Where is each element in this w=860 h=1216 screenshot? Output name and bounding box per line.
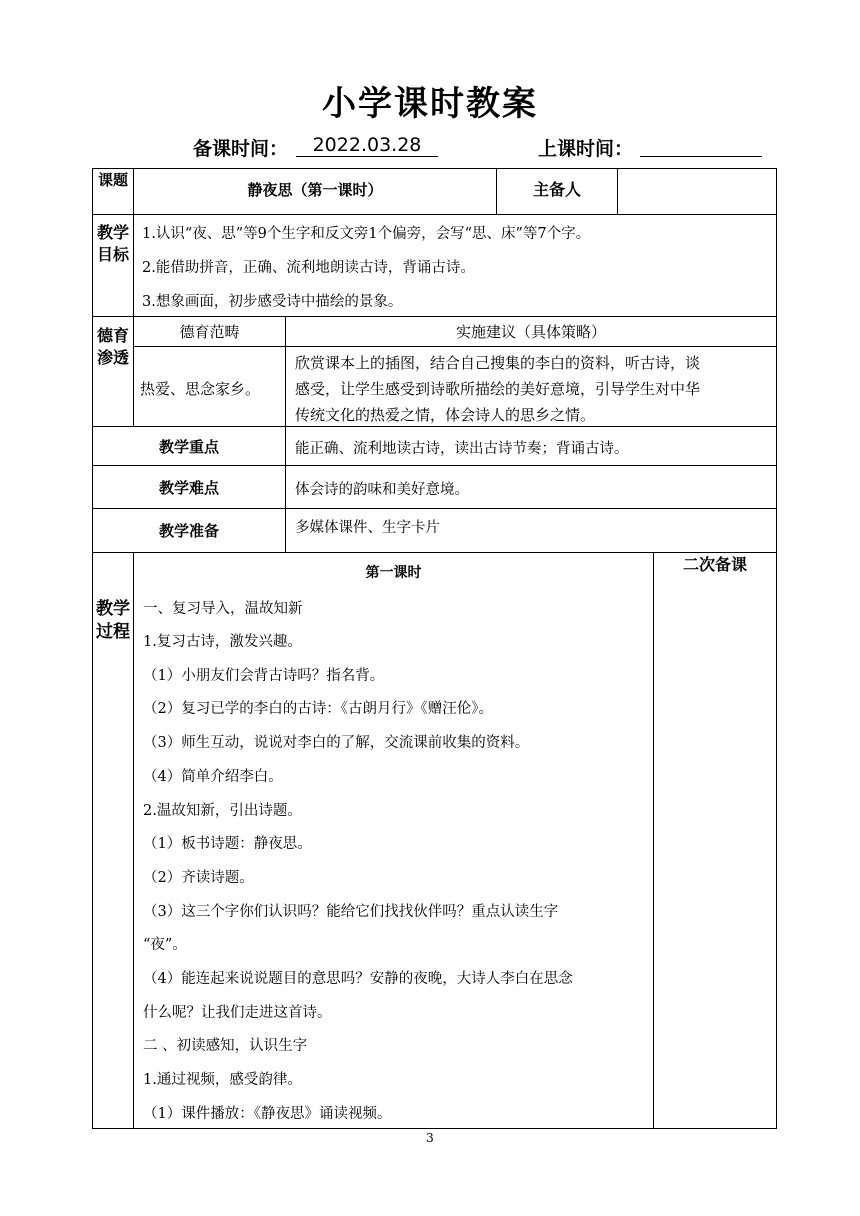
class-time-label: 上课时间： <box>538 138 634 160</box>
process-line: 1.通过视频，感受韵律。 <box>143 1072 302 1088</box>
difficulty-label: 教学难点 <box>158 479 219 497</box>
moral-suggestion-line: 感受，让学生感受到诗歌所描绘的美好意境，引导学生对中华 <box>295 380 701 398</box>
moral-suggestion-line: 欣赏课本上的插图，结合自己搜集的李白的资料，听古诗，谈 <box>295 354 701 372</box>
moral-category: 热爱、思念家乡。 <box>140 380 261 398</box>
process-label: 教学过程 <box>96 599 130 642</box>
moral-col2-header: 实施建议（具体策略） <box>455 323 606 341</box>
topic-value: 静夜思（第一课时） <box>247 181 383 199</box>
process-line: （4）能连起来说说题目的意思吗？安静的夜晚，大诗人李白在思念 <box>143 971 573 987</box>
document-title: 小学课时教案 <box>322 84 538 124</box>
process-line: 一、复习导入，温故知新 <box>143 601 303 617</box>
moral-suggestion-line: 传统文化的热爱之情，体会诗人的思乡之情。 <box>295 406 596 424</box>
process-line: （2）复习已学的李白的古诗：《古朗月行》《赠汪伦》。 <box>143 701 493 717</box>
process-line: （3）这三个字你们认识吗？能给它们找找伙伴吗？重点认读生字 <box>143 904 559 920</box>
difficulty-value: 体会诗的韵味和美好意境。 <box>295 482 469 498</box>
process-line: （1）小朋友们会背古诗吗？指名背。 <box>143 668 385 684</box>
moral-col1-header: 德育范畴 <box>179 323 240 341</box>
prep-value: 多媒体课件、生字卡片 <box>295 520 440 536</box>
process-section-title: 第一课时 <box>365 565 422 581</box>
second-prep-label: 二次备课 <box>682 555 747 574</box>
goal-item: 2.能借助拼音，正确、流利地朗读古诗，背诵古诗。 <box>142 260 475 276</box>
prep-label: 教学准备 <box>158 522 219 540</box>
process-line: 2.温故知新，引出诗题。 <box>143 803 302 819</box>
process-line: 二 、初读感知，认识生字 <box>143 1038 308 1054</box>
process-line: 什么呢？让我们走进这首诗。 <box>143 1005 332 1021</box>
prep-time-value: 2022.03.28 <box>296 134 438 157</box>
page-number: 3 <box>426 1131 434 1145</box>
process-line: （3）师生互动，说说对李白的了解，交流课前收集的资料。 <box>143 735 530 751</box>
topic-label: 课题 <box>97 171 128 189</box>
focus-value: 能正确、流利地读古诗，读出古诗节奏；背诵古诗。 <box>295 441 629 457</box>
goals-label: 教学目标 <box>96 223 129 264</box>
moral-label: 德育渗透 <box>96 326 129 367</box>
prep-time-label: 备课时间： <box>193 138 289 160</box>
goal-item: 3.想象画面，初步感受诗中描绘的景象。 <box>142 294 403 310</box>
process-line: （1）板书诗题：静夜思。 <box>143 836 312 852</box>
process-line: “夜”。 <box>143 937 187 953</box>
process-line: （4）简单介绍李白。 <box>143 769 283 785</box>
lead-label: 主备人 <box>532 180 581 199</box>
process-line: （2）齐读诗题。 <box>143 870 254 886</box>
focus-label: 教学重点 <box>158 438 219 456</box>
process-line: （1）课件播放：《静夜思》诵读视频。 <box>143 1106 392 1122</box>
goal-item: 1.认识“夜、思”等9个生字和反文旁1个偏旁，会写“思、床”等7个字。 <box>142 226 591 242</box>
process-line: 1.复习古诗，激发兴趣。 <box>143 634 302 650</box>
